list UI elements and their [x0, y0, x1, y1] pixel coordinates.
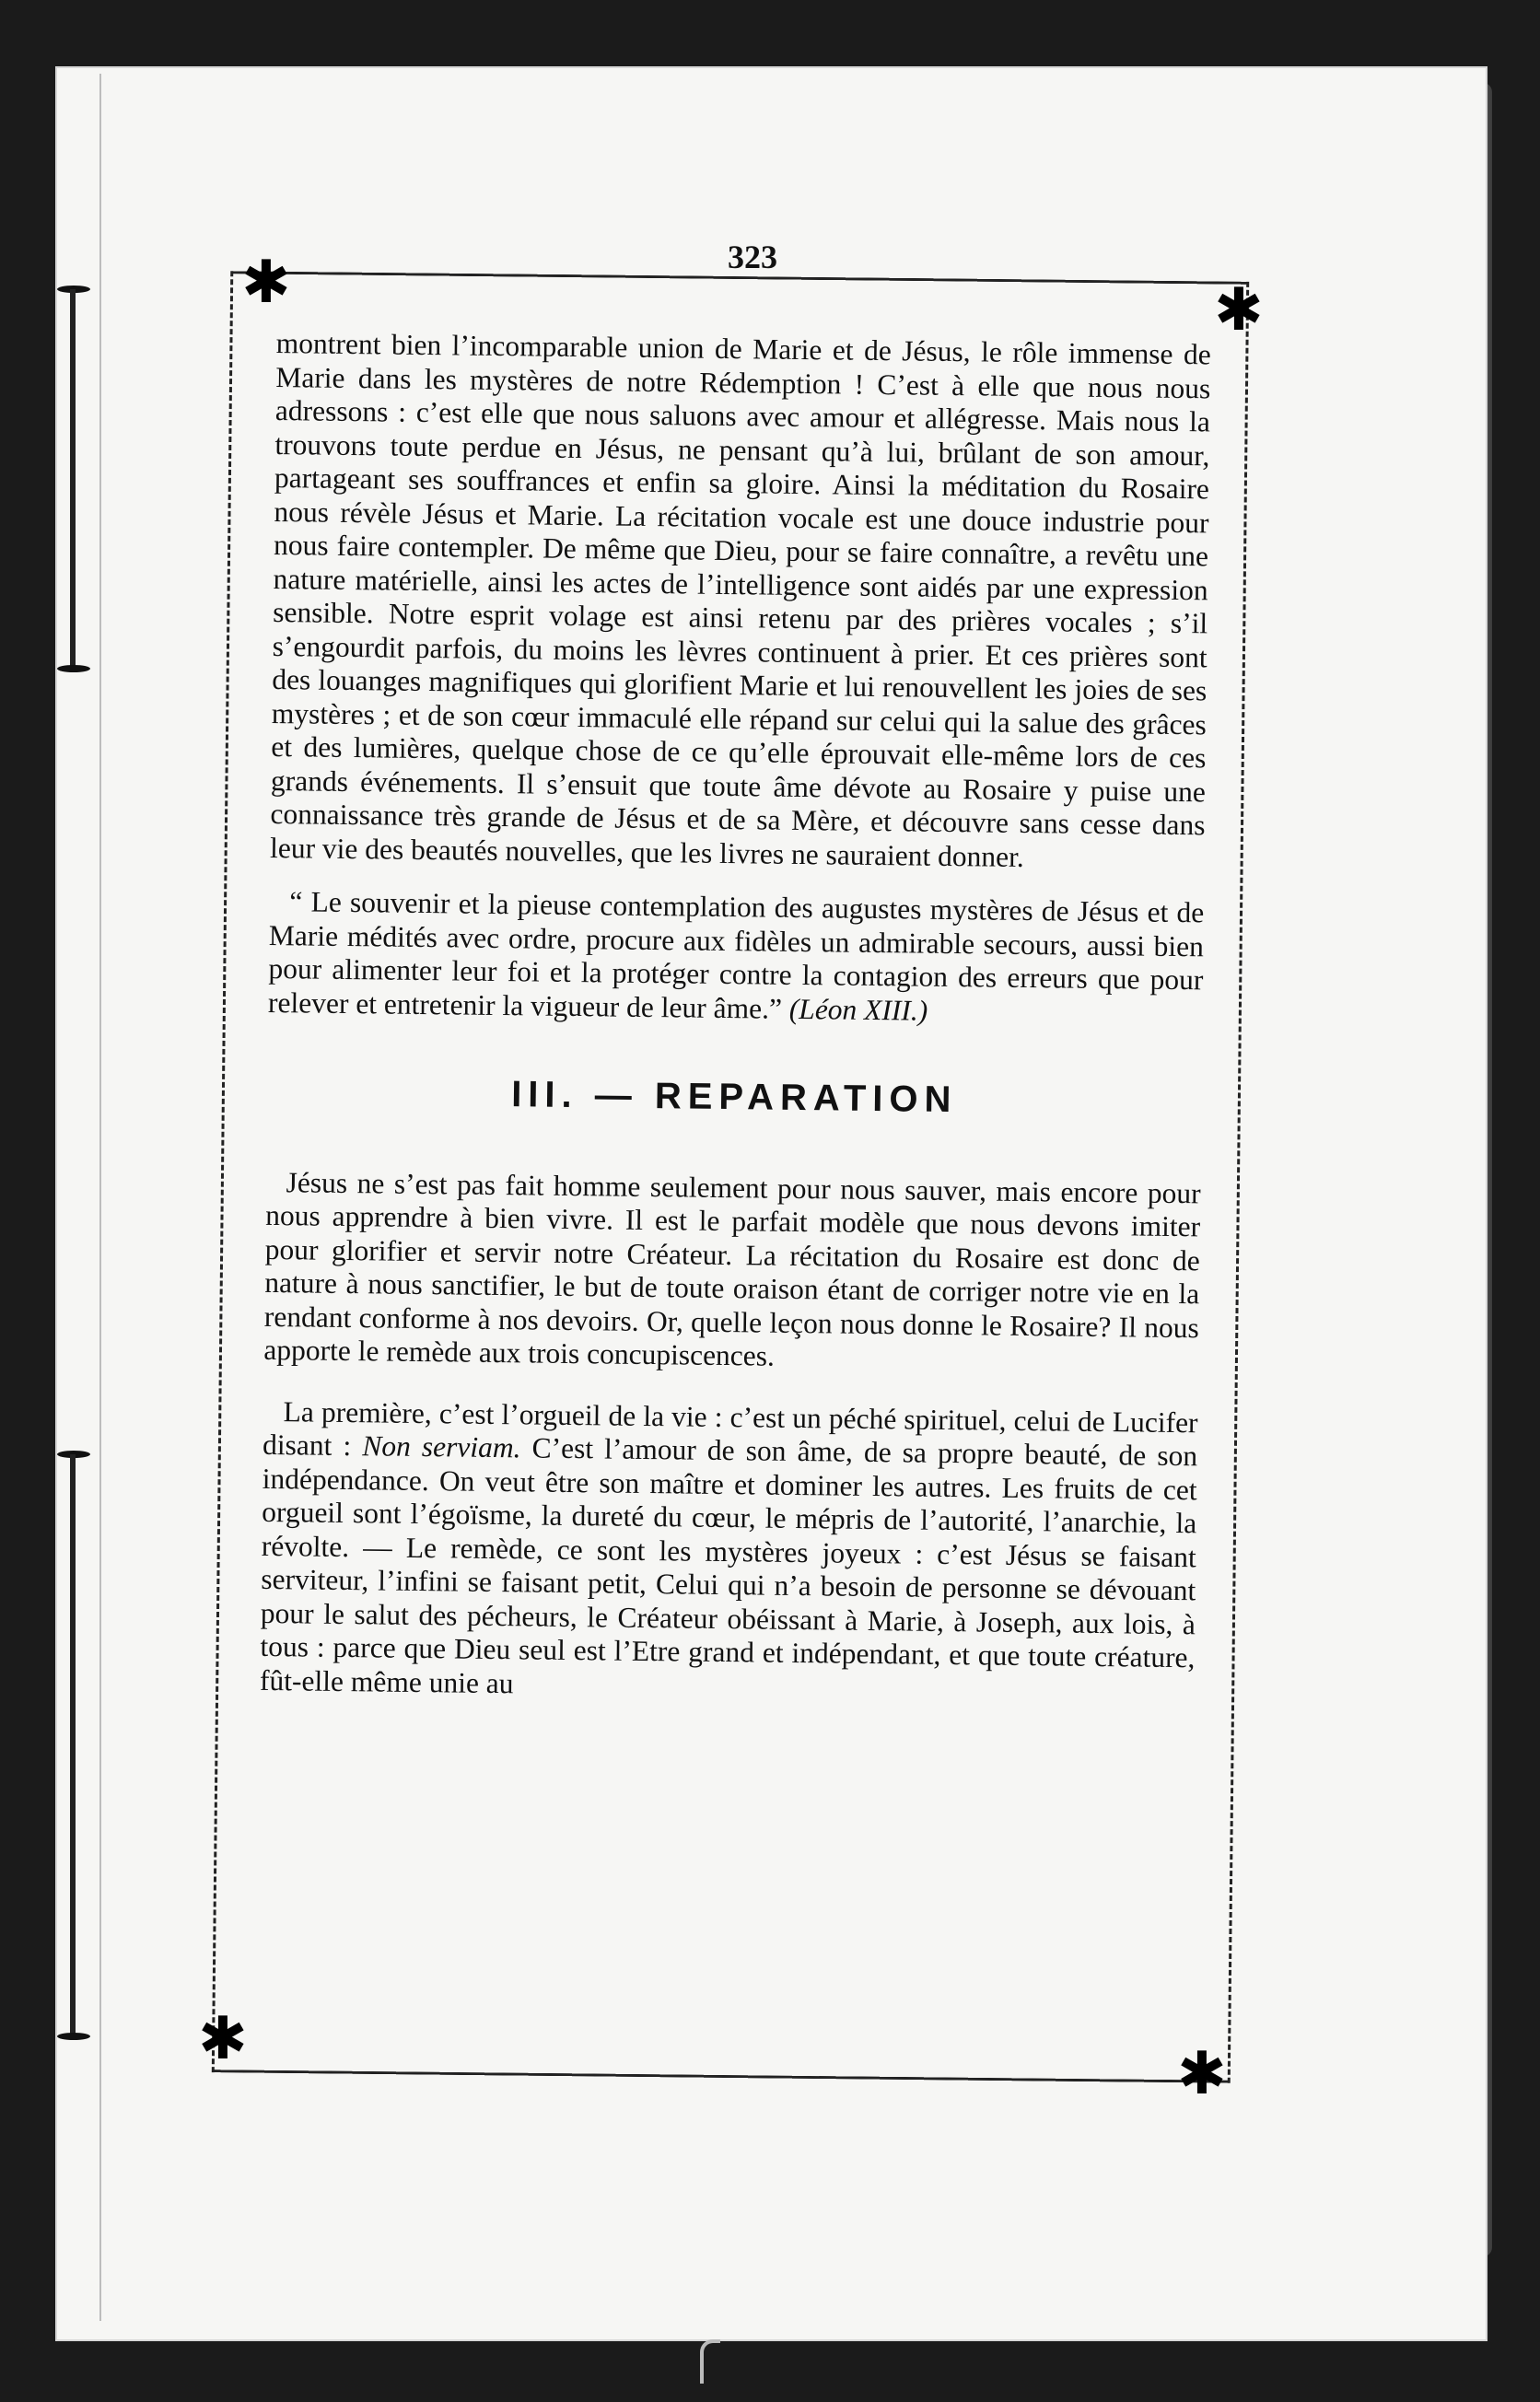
quote-attribution: (Léon XIII.) — [788, 992, 928, 1027]
paragraph — [260, 1394, 1198, 1708]
gutter-line — [99, 74, 101, 2321]
section-heading: III. — REPARATION — [510, 1074, 958, 1121]
paragraph-text: La première, c’est l’orgueil de la vie : c’est un péché spirituel, celui de Lucifer disant : — [262, 1394, 1198, 1463]
ornament-star-icon: ✱ — [198, 2005, 248, 2073]
latin-quote: Non serviam. — [362, 1429, 521, 1464]
quote-text: “ Le souvenir et la pieuse contemplation des augustes mystères de Jésus et de Marie médités avec ordre, procure aux fidèles un admirable secours, aussi bien pour alimenter leur foi et la protéger contre la contagion des erreurs que pour relever et entretenir la vigueur de leur âme.” — [267, 885, 1205, 1025]
paragraph-text: C’est l’amour de son âme, de sa propre beauté, de son indépendance. On veut être son maître et dominer les autres. Les fruits de cet orgueil sont l’égoïsme, la dureté du cœur, le mépris de l’autorité, l’anarchie, la révolte. — Le remède, ce sont les mystères joyeux : c’est Jésus se faisant serviteur, l’infini se faisant petit, Celui qui n’a besoin de personne se dévouant pour le salut des pécheurs, le Créateur obéissant à Marie, à Joseph, aux lois, à tous : parce que Dieu seul est l’Etre grand et indépendant, et que toute créature, fût-elle même unie au — [259, 1431, 1198, 1699]
page-number: 323 — [728, 239, 777, 275]
binding-stitch-top — [57, 286, 90, 672]
ornament-star-icon: ✱ — [241, 249, 291, 317]
page-text — [260, 327, 1211, 1708]
paragraph: Jésus ne s’est pas fait homme seulement pour nous sauver, mais encore pour nous apprendre à bien vivre. Il est le parfait modèle que nous devons imiter pour glorifier et servir notre Créateur. La récitation du Rosaire est donc de nature à nous sanctifier, le but de toute oraison étant de corriger notre vie en la rendant conforme à nos devoirs. Or, quelle leçon nous donne le Rosaire? Il nous apporte le remède aux trois concupiscences. — [263, 1165, 1201, 1372]
ornament-star-icon: ✱ — [1214, 276, 1264, 344]
binding-stitch-bottom — [57, 1451, 90, 2040]
quotation — [268, 885, 1205, 1031]
page-fold-mark — [700, 2339, 720, 2384]
ornament-star-icon: ✱ — [1177, 2040, 1227, 2108]
paragraph: montrent bien l’incomparable union de Marie et de Jésus, le rôle immense de Marie dans les mystères de notre Rédemption ! C’est à elle que nous nous adressons : c’est elle que nous saluons avec amour et allégresse. Mais nous la trouvons toute perdue en Jésus, ne pensant qu’à lui, brûlant de son amour, partageant ses souffrances et enfin sa gloire. Ainsi la méditation du Rosaire nous révèle Jésus et Marie. La récitation vocale est une douce industrie pour nous faire contempler. De même que Dieu, pour se faire connaître, a revêtu une nature matérielle, ainsi les actes de l’intelligence sont aidés par une expression sensible. Notre esprit volage est ainsi retenu par des prières vocales ; s’il s’engourdit parfois, du moins les lèvres continuent à prier. Et ces prières sont des louanges magnifiques qui glorifient Marie et lui renouvellent les joies de ses mystères ; et de son cœur immaculé elle répand sur celui qui la salue des grâces et des lumières, quelque chose de ce qu’elle éprouvait elle-même lors de ces grands événements. Il s’ensuit que toute âme dévote au Rosaire y puise une connaissance très grande de Jésus et de sa Mère, et découvre sans cesse dans leur vie des beautés nouvelles, que les livres ne sauraient donner. — [269, 327, 1211, 873]
